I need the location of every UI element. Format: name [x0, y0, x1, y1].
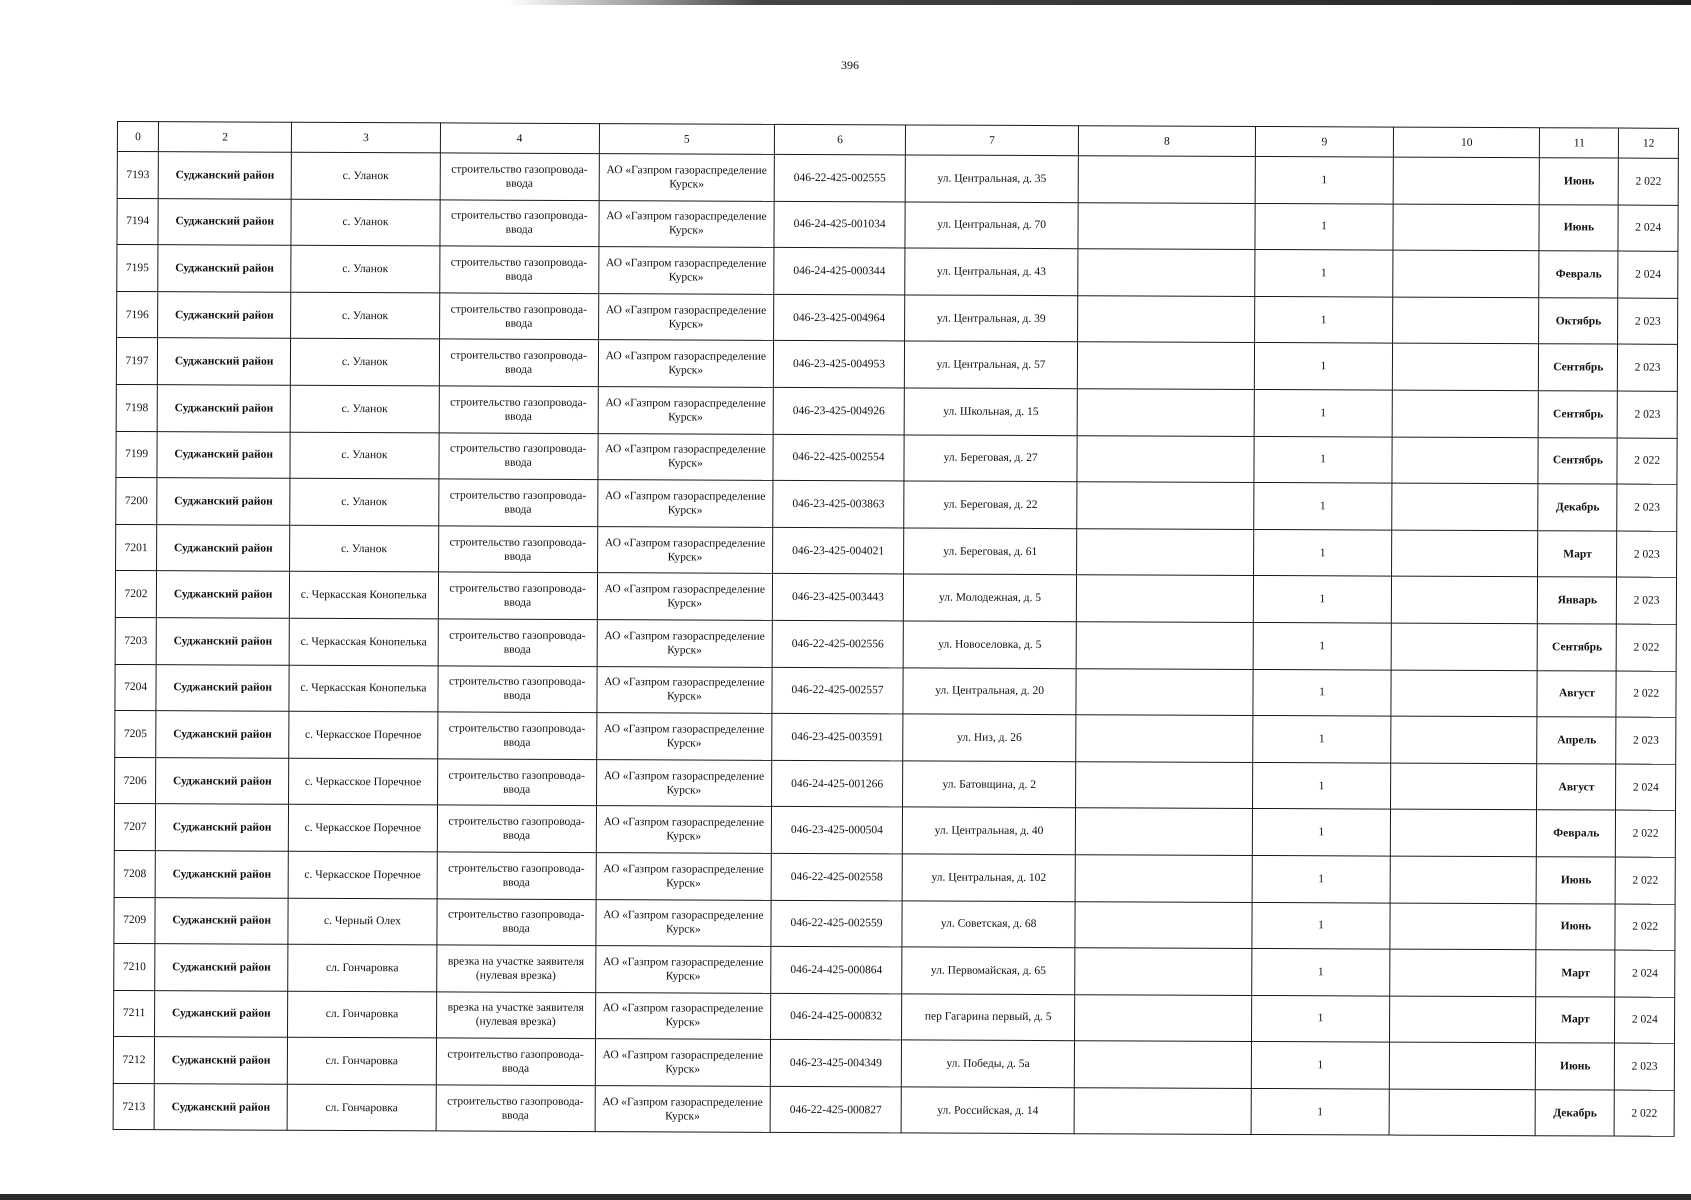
- district-cell: Суджанский район: [158, 291, 291, 338]
- request-code-cell: 046-22-425-002556: [772, 620, 903, 667]
- work-type-cell: строительство газопровода-ввода: [438, 572, 597, 619]
- organization-cell: АО «Газпром газораспределение Курск»: [597, 573, 773, 620]
- address-cell: ул. Первомайская, д. 65: [902, 947, 1075, 994]
- address-cell: ул. Победы, д. 5а: [901, 1040, 1074, 1087]
- table-row: [114, 990, 1675, 1043]
- row-number: 7202: [115, 571, 156, 618]
- month-cell: Июнь: [1536, 903, 1615, 950]
- settlement-cell: с. Уланок: [291, 339, 439, 386]
- table-row: [115, 664, 1676, 717]
- address-cell: ул. Школьная, д. 15: [904, 388, 1077, 435]
- address-cell: ул. Молодежная, д. 5: [903, 574, 1076, 621]
- address-cell: ул. Центральная, д. 20: [903, 667, 1076, 714]
- work-type-cell: строительство газопровода-ввода: [439, 293, 598, 340]
- row-number: 7201: [116, 524, 157, 571]
- year-cell: 2 024: [1618, 251, 1678, 298]
- month-cell: Июнь: [1536, 1043, 1615, 1090]
- organization-cell: АО «Газпром газораспределение Курск»: [597, 480, 773, 527]
- column-10-cell: [1392, 437, 1538, 484]
- column-10-cell: [1393, 204, 1539, 251]
- work-type-cell: строительство газопровода-ввода: [436, 1038, 595, 1085]
- organization-cell: АО «Газпром газораспределение Курск»: [599, 200, 775, 247]
- month-cell: Сентябрь: [1538, 437, 1617, 484]
- quantity-cell: 1: [1253, 622, 1392, 669]
- settlement-cell: с. Черкасская Конопелька: [289, 618, 437, 665]
- table-row: [114, 944, 1675, 997]
- column-header: 10: [1394, 127, 1540, 158]
- year-cell: 2 024: [1615, 950, 1675, 997]
- column-10-cell: [1393, 250, 1539, 297]
- organization-cell: АО «Газпром газораспределение Курск»: [597, 666, 773, 713]
- request-code-cell: 046-24-425-001266: [772, 760, 903, 807]
- column-8-cell: [1075, 855, 1252, 902]
- column-8-cell: [1076, 622, 1253, 669]
- year-cell: 2 023: [1617, 484, 1677, 531]
- request-code-cell: 046-23-425-004021: [773, 527, 904, 574]
- row-number: 7194: [117, 198, 158, 245]
- column-8-cell: [1078, 295, 1255, 342]
- district-cell: Суджанский район: [158, 152, 291, 199]
- settlement-cell: с. Черный Олех: [288, 898, 436, 945]
- row-number: 7206: [115, 757, 156, 804]
- column-header: 4: [440, 123, 599, 154]
- column-10-cell: [1389, 1089, 1535, 1136]
- settlement-cell: с. Уланок: [290, 478, 438, 525]
- row-number: 7196: [117, 291, 158, 338]
- column-8-cell: [1075, 948, 1252, 995]
- page-number: 396: [841, 58, 859, 72]
- row-number: 7210: [114, 944, 155, 991]
- organization-cell: АО «Газпром газораспределение Курск»: [596, 853, 772, 900]
- quantity-cell: 1: [1252, 762, 1391, 809]
- settlement-cell: сл. Гончаровка: [288, 991, 436, 1038]
- organization-cell: АО «Газпром газораспределение Курск»: [596, 806, 772, 853]
- row-number: 7199: [116, 431, 157, 478]
- table-row: [113, 1037, 1674, 1090]
- settlement-cell: с. Черкасская Конопелька: [289, 665, 437, 712]
- column-10-cell: [1390, 1042, 1536, 1089]
- quantity-cell: 1: [1254, 296, 1393, 343]
- quantity-cell: 1: [1252, 855, 1391, 902]
- district-cell: Суджанский район: [158, 245, 291, 292]
- row-number: 7197: [116, 338, 157, 385]
- table-row: [114, 804, 1675, 857]
- work-type-cell: строительство газопровода-ввода: [436, 1085, 595, 1132]
- column-8-cell: [1076, 668, 1253, 715]
- address-cell: ул. Низ, д. 26: [903, 714, 1076, 761]
- year-cell: 2 023: [1617, 531, 1677, 578]
- work-type-cell: строительство газопровода-ввода: [437, 712, 596, 759]
- column-header: 0: [117, 122, 158, 152]
- column-8-cell: [1076, 808, 1253, 855]
- request-code-cell: 046-23-425-004953: [773, 341, 904, 388]
- month-cell: Февраль: [1539, 251, 1618, 298]
- month-cell: Январь: [1538, 577, 1617, 624]
- month-cell: Август: [1537, 763, 1616, 810]
- district-cell: Суджанский район: [156, 618, 289, 665]
- organization-cell: АО «Газпром газораспределение Курск»: [598, 340, 774, 387]
- year-cell: 2 023: [1617, 577, 1677, 624]
- month-cell: Декабрь: [1538, 484, 1617, 531]
- address-cell: ул. Советская, д. 68: [902, 900, 1075, 947]
- row-number: 7203: [115, 617, 156, 664]
- quantity-cell: 1: [1255, 203, 1394, 250]
- table-row: [115, 711, 1676, 764]
- month-cell: Декабрь: [1535, 1090, 1614, 1137]
- organization-cell: АО «Газпром газораспределение Курск»: [595, 992, 771, 1039]
- row-number: 7195: [117, 245, 158, 292]
- year-cell: 2 022: [1616, 810, 1676, 857]
- settlement-cell: с. Черкасское Поречное: [289, 711, 437, 758]
- address-cell: ул. Береговая, д. 22: [904, 481, 1077, 528]
- request-code-cell: 046-23-425-000504: [771, 807, 902, 854]
- column-8-cell: [1077, 575, 1254, 622]
- table-row: [116, 524, 1677, 577]
- settlement-cell: с. Уланок: [291, 199, 439, 246]
- row-number: 7205: [115, 711, 156, 758]
- year-cell: 2 023: [1618, 391, 1678, 438]
- work-type-cell: строительство газопровода-ввода: [439, 339, 598, 386]
- request-code-cell: 046-24-425-001034: [774, 201, 905, 248]
- request-code-cell: 046-23-425-003591: [772, 713, 903, 760]
- request-code-cell: 046-22-425-002555: [774, 154, 905, 201]
- column-header: 11: [1540, 128, 1619, 158]
- column-8-cell: [1075, 901, 1252, 948]
- address-cell: ул. Центральная, д. 39: [905, 295, 1078, 342]
- year-cell: 2 023: [1618, 344, 1678, 391]
- organization-cell: АО «Газпром газораспределение Курск»: [596, 759, 772, 806]
- request-code-cell: 046-23-425-003443: [772, 574, 903, 621]
- quantity-cell: 1: [1252, 902, 1391, 949]
- year-cell: 2 023: [1616, 717, 1676, 764]
- address-cell: ул. Центральная, д. 43: [905, 248, 1078, 295]
- address-cell: ул. Центральная, д. 57: [904, 341, 1077, 388]
- work-type-cell: врезка на участке заявителя (нулевая врезка): [436, 945, 595, 992]
- column-10-cell: [1393, 157, 1539, 204]
- work-type-cell: врезка на участке заявителя (нулевая врезка): [436, 992, 595, 1039]
- row-number: 7211: [114, 990, 155, 1037]
- row-number: 7207: [114, 804, 155, 851]
- request-code-cell: 046-22-425-002554: [773, 434, 904, 481]
- year-cell: 2 022: [1616, 671, 1676, 718]
- settlement-cell: с. Уланок: [290, 525, 438, 572]
- work-type-cell: строительство газопровода-ввода: [437, 665, 596, 712]
- request-code-cell: 046-24-425-000864: [771, 946, 902, 993]
- year-cell: 2 023: [1615, 1043, 1675, 1090]
- table-row: [114, 897, 1675, 950]
- district-cell: Суджанский район: [158, 198, 291, 245]
- quantity-cell: 1: [1253, 576, 1392, 623]
- request-code-cell: 046-22-425-002557: [772, 667, 903, 714]
- quantity-cell: 1: [1252, 716, 1391, 763]
- column-10-cell: [1391, 763, 1537, 810]
- organization-cell: АО «Газпром газораспределение Курск»: [596, 899, 772, 946]
- year-cell: 2 022: [1617, 624, 1677, 671]
- address-cell: ул. Центральная, д. 35: [905, 155, 1078, 202]
- organization-cell: АО «Газпром газораспределение Курск»: [595, 1085, 771, 1132]
- row-number: 7193: [117, 152, 158, 199]
- work-type-cell: строительство газопровода-ввода: [438, 479, 597, 526]
- month-cell: Сентябрь: [1537, 624, 1616, 671]
- column-8-cell: [1078, 156, 1255, 203]
- column-10-cell: [1391, 716, 1537, 763]
- organization-cell: АО «Газпром газораспределение Курск»: [598, 247, 774, 294]
- month-cell: Октябрь: [1539, 297, 1618, 344]
- district-cell: Суджанский район: [156, 711, 289, 758]
- table-row: [113, 1083, 1674, 1136]
- month-cell: Июнь: [1536, 857, 1615, 904]
- quantity-cell: 1: [1254, 250, 1393, 297]
- table-body: [113, 152, 1678, 1137]
- column-10-cell: [1390, 949, 1536, 996]
- table-row: [117, 198, 1678, 251]
- quantity-cell: 1: [1252, 809, 1391, 856]
- year-cell: 2 023: [1618, 298, 1678, 345]
- district-cell: Суджанский район: [157, 338, 290, 385]
- district-cell: Суджанский район: [157, 385, 290, 432]
- address-cell: ул. Центральная, д. 40: [902, 807, 1075, 854]
- table-row: [115, 571, 1676, 624]
- table-row: [117, 291, 1678, 344]
- district-cell: Суджанский район: [155, 804, 288, 851]
- address-cell: ул. Береговая, д. 61: [904, 528, 1077, 575]
- column-header: 9: [1255, 126, 1394, 157]
- quantity-cell: 1: [1251, 1042, 1390, 1089]
- organization-cell: АО «Газпром газораспределение Курск»: [598, 387, 774, 434]
- address-cell: ул. Береговая, д. 27: [904, 435, 1077, 482]
- table-row: [116, 338, 1677, 391]
- settlement-cell: с. Уланок: [290, 432, 438, 479]
- quantity-cell: 1: [1251, 949, 1390, 996]
- month-cell: Март: [1538, 530, 1617, 577]
- year-cell: 2 024: [1616, 764, 1676, 811]
- district-cell: Суджанский район: [154, 1084, 287, 1131]
- month-cell: Март: [1536, 996, 1615, 1043]
- scan-edge-bottom: [0, 1194, 1691, 1200]
- column-8-cell: [1078, 202, 1255, 249]
- column-10-cell: [1393, 297, 1539, 344]
- settlement-cell: с. Уланок: [291, 292, 439, 339]
- settlement-cell: с. Уланок: [291, 152, 439, 199]
- district-cell: Суджанский район: [157, 524, 290, 571]
- district-cell: Суджанский район: [155, 944, 288, 991]
- row-number: 7204: [115, 664, 156, 711]
- address-cell: ул. Батовщина, д. 2: [903, 761, 1076, 808]
- column-10-cell: [1390, 996, 1536, 1043]
- request-code-cell: 046-24-425-000344: [774, 248, 905, 295]
- month-cell: Сентябрь: [1539, 391, 1618, 438]
- month-cell: Март: [1536, 950, 1615, 997]
- work-type-cell: строительство газопровода-ввода: [439, 386, 598, 433]
- quantity-cell: 1: [1255, 156, 1394, 203]
- month-cell: Июнь: [1539, 204, 1618, 251]
- request-code-cell: 046-23-425-004349: [770, 1040, 901, 1087]
- month-cell: Февраль: [1537, 810, 1616, 857]
- settlement-cell: с. Черкасское Поречное: [289, 758, 437, 805]
- month-cell: Август: [1537, 670, 1616, 717]
- address-cell: пер Гагарина первый, д. 5: [902, 994, 1075, 1041]
- organization-cell: АО «Газпром газораспределение Курск»: [598, 293, 774, 340]
- organization-cell: АО «Газпром газораспределение Курск»: [595, 946, 771, 993]
- request-code-cell: 046-23-425-003863: [773, 481, 904, 528]
- organization-cell: АО «Газпром газораспределение Курск»: [599, 154, 775, 201]
- settlement-cell: с. Уланок: [290, 385, 438, 432]
- district-cell: Суджанский район: [156, 571, 289, 618]
- district-cell: Суджанский район: [156, 757, 289, 804]
- settlement-cell: с. Черкасское Поречное: [288, 851, 436, 898]
- work-type-cell: строительство газопровода-ввода: [440, 153, 599, 200]
- column-8-cell: [1075, 994, 1252, 1041]
- column-8-cell: [1076, 715, 1253, 762]
- district-cell: Суджанский район: [155, 897, 288, 944]
- year-cell: 2 022: [1619, 158, 1679, 205]
- year-cell: 2 022: [1617, 438, 1677, 485]
- column-10-cell: [1392, 530, 1538, 577]
- request-code-cell: 046-24-425-000832: [771, 993, 902, 1040]
- scan-edge-top: [0, 0, 1691, 5]
- row-number: 7213: [113, 1083, 154, 1130]
- column-10-cell: [1390, 903, 1536, 950]
- column-10-cell: [1391, 809, 1537, 856]
- year-cell: 2 022: [1615, 904, 1675, 951]
- request-code-cell: 046-22-425-002559: [771, 900, 902, 947]
- row-number: 7212: [113, 1037, 154, 1084]
- quantity-cell: 1: [1251, 995, 1390, 1042]
- row-number: 7208: [114, 850, 155, 897]
- year-cell: 2 024: [1615, 997, 1675, 1044]
- settlement-cell: сл. Гончаровка: [288, 1038, 436, 1085]
- month-cell: Апрель: [1537, 717, 1616, 764]
- column-header: 3: [292, 122, 440, 153]
- table-row: [116, 478, 1677, 531]
- quantity-cell: 1: [1251, 1088, 1390, 1135]
- request-code-cell: 046-23-425-004964: [774, 294, 905, 341]
- settlement-cell: с. Уланок: [291, 245, 439, 292]
- district-cell: Суджанский район: [157, 478, 290, 525]
- address-cell: ул. Центральная, д. 102: [902, 854, 1075, 901]
- column-8-cell: [1077, 482, 1254, 529]
- work-type-cell: строительство газопровода-ввода: [436, 898, 595, 945]
- quantity-cell: 1: [1254, 436, 1393, 483]
- district-cell: Суджанский район: [155, 851, 288, 898]
- column-8-cell: [1078, 249, 1255, 296]
- district-cell: Суджанский район: [155, 990, 288, 1037]
- column-8-cell: [1074, 1088, 1251, 1135]
- work-type-cell: строительство газопровода-ввода: [437, 805, 596, 852]
- district-cell: Суджанский район: [154, 1037, 287, 1084]
- column-header: 12: [1619, 128, 1679, 158]
- column-10-cell: [1392, 390, 1538, 437]
- column-10-cell: [1390, 856, 1536, 903]
- year-cell: 2 022: [1615, 857, 1675, 904]
- column-8-cell: [1077, 435, 1254, 482]
- column-header: 7: [905, 125, 1078, 156]
- request-code-cell: 046-22-425-000827: [770, 1086, 901, 1133]
- month-cell: Июнь: [1540, 158, 1619, 205]
- quantity-cell: 1: [1254, 343, 1393, 390]
- address-cell: ул. Новоселовка, д. 5: [903, 621, 1076, 668]
- column-10-cell: [1391, 670, 1537, 717]
- settlement-cell: сл. Гончаровка: [287, 1084, 435, 1131]
- request-code-cell: 046-22-425-002558: [771, 853, 902, 900]
- organization-cell: АО «Газпром газораспределение Курск»: [595, 1039, 771, 1086]
- quantity-cell: 1: [1253, 669, 1392, 716]
- column-8-cell: [1078, 342, 1255, 389]
- column-10-cell: [1393, 343, 1539, 390]
- row-number: 7209: [114, 897, 155, 944]
- year-cell: 2 022: [1614, 1090, 1674, 1137]
- column-8-cell: [1076, 761, 1253, 808]
- organization-cell: АО «Газпром газораспределение Курск»: [596, 713, 772, 760]
- work-type-cell: строительство газопровода-ввода: [438, 526, 597, 573]
- work-type-cell: строительство газопровода-ввода: [437, 759, 596, 806]
- year-cell: 2 024: [1618, 205, 1678, 252]
- column-10-cell: [1392, 576, 1538, 623]
- table-row: [117, 245, 1678, 298]
- organization-cell: АО «Газпром газораспределение Курск»: [597, 620, 773, 667]
- quantity-cell: 1: [1254, 389, 1393, 436]
- work-type-cell: строительство газопровода-ввода: [440, 200, 599, 247]
- work-type-cell: строительство газопровода-ввода: [439, 246, 598, 293]
- table-row: [116, 431, 1677, 484]
- column-10-cell: [1391, 623, 1537, 670]
- work-type-cell: строительство газопровода-ввода: [437, 852, 596, 899]
- column-8-cell: [1075, 1041, 1252, 1088]
- district-cell: Суджанский район: [156, 664, 289, 711]
- table-row: [115, 757, 1676, 810]
- organization-cell: АО «Газпром газораспределение Курск»: [597, 526, 773, 573]
- month-cell: Сентябрь: [1539, 344, 1618, 391]
- district-cell: Суджанский район: [157, 431, 290, 478]
- address-cell: ул. Российская, д. 14: [901, 1087, 1074, 1134]
- column-header: 5: [599, 124, 774, 155]
- settlement-cell: сл. Гончаровка: [288, 944, 436, 991]
- column-header: 6: [774, 124, 905, 155]
- row-number: 7200: [116, 478, 157, 525]
- table-row: [116, 384, 1677, 437]
- request-code-cell: 046-23-425-004926: [773, 387, 904, 434]
- column-header: 8: [1079, 126, 1256, 157]
- table-row: [117, 152, 1678, 205]
- column-8-cell: [1077, 528, 1254, 575]
- gas-connection-table: [113, 121, 1679, 1137]
- address-cell: ул. Центральная, д. 70: [905, 202, 1078, 249]
- quantity-cell: 1: [1253, 483, 1392, 530]
- row-number: 7198: [116, 384, 157, 431]
- column-10-cell: [1392, 483, 1538, 530]
- table-row: [114, 850, 1675, 903]
- organization-cell: АО «Газпром газораспределение Курск»: [598, 433, 774, 480]
- settlement-cell: с. Черкасская Конопелька: [290, 572, 438, 619]
- settlement-cell: с. Черкасское Поречное: [289, 805, 437, 852]
- work-type-cell: строительство газопровода-ввода: [439, 432, 598, 479]
- column-header: 2: [158, 122, 291, 153]
- work-type-cell: строительство газопровода-ввода: [438, 619, 597, 666]
- quantity-cell: 1: [1253, 529, 1392, 576]
- column-8-cell: [1077, 389, 1254, 436]
- table-row: [115, 617, 1676, 670]
